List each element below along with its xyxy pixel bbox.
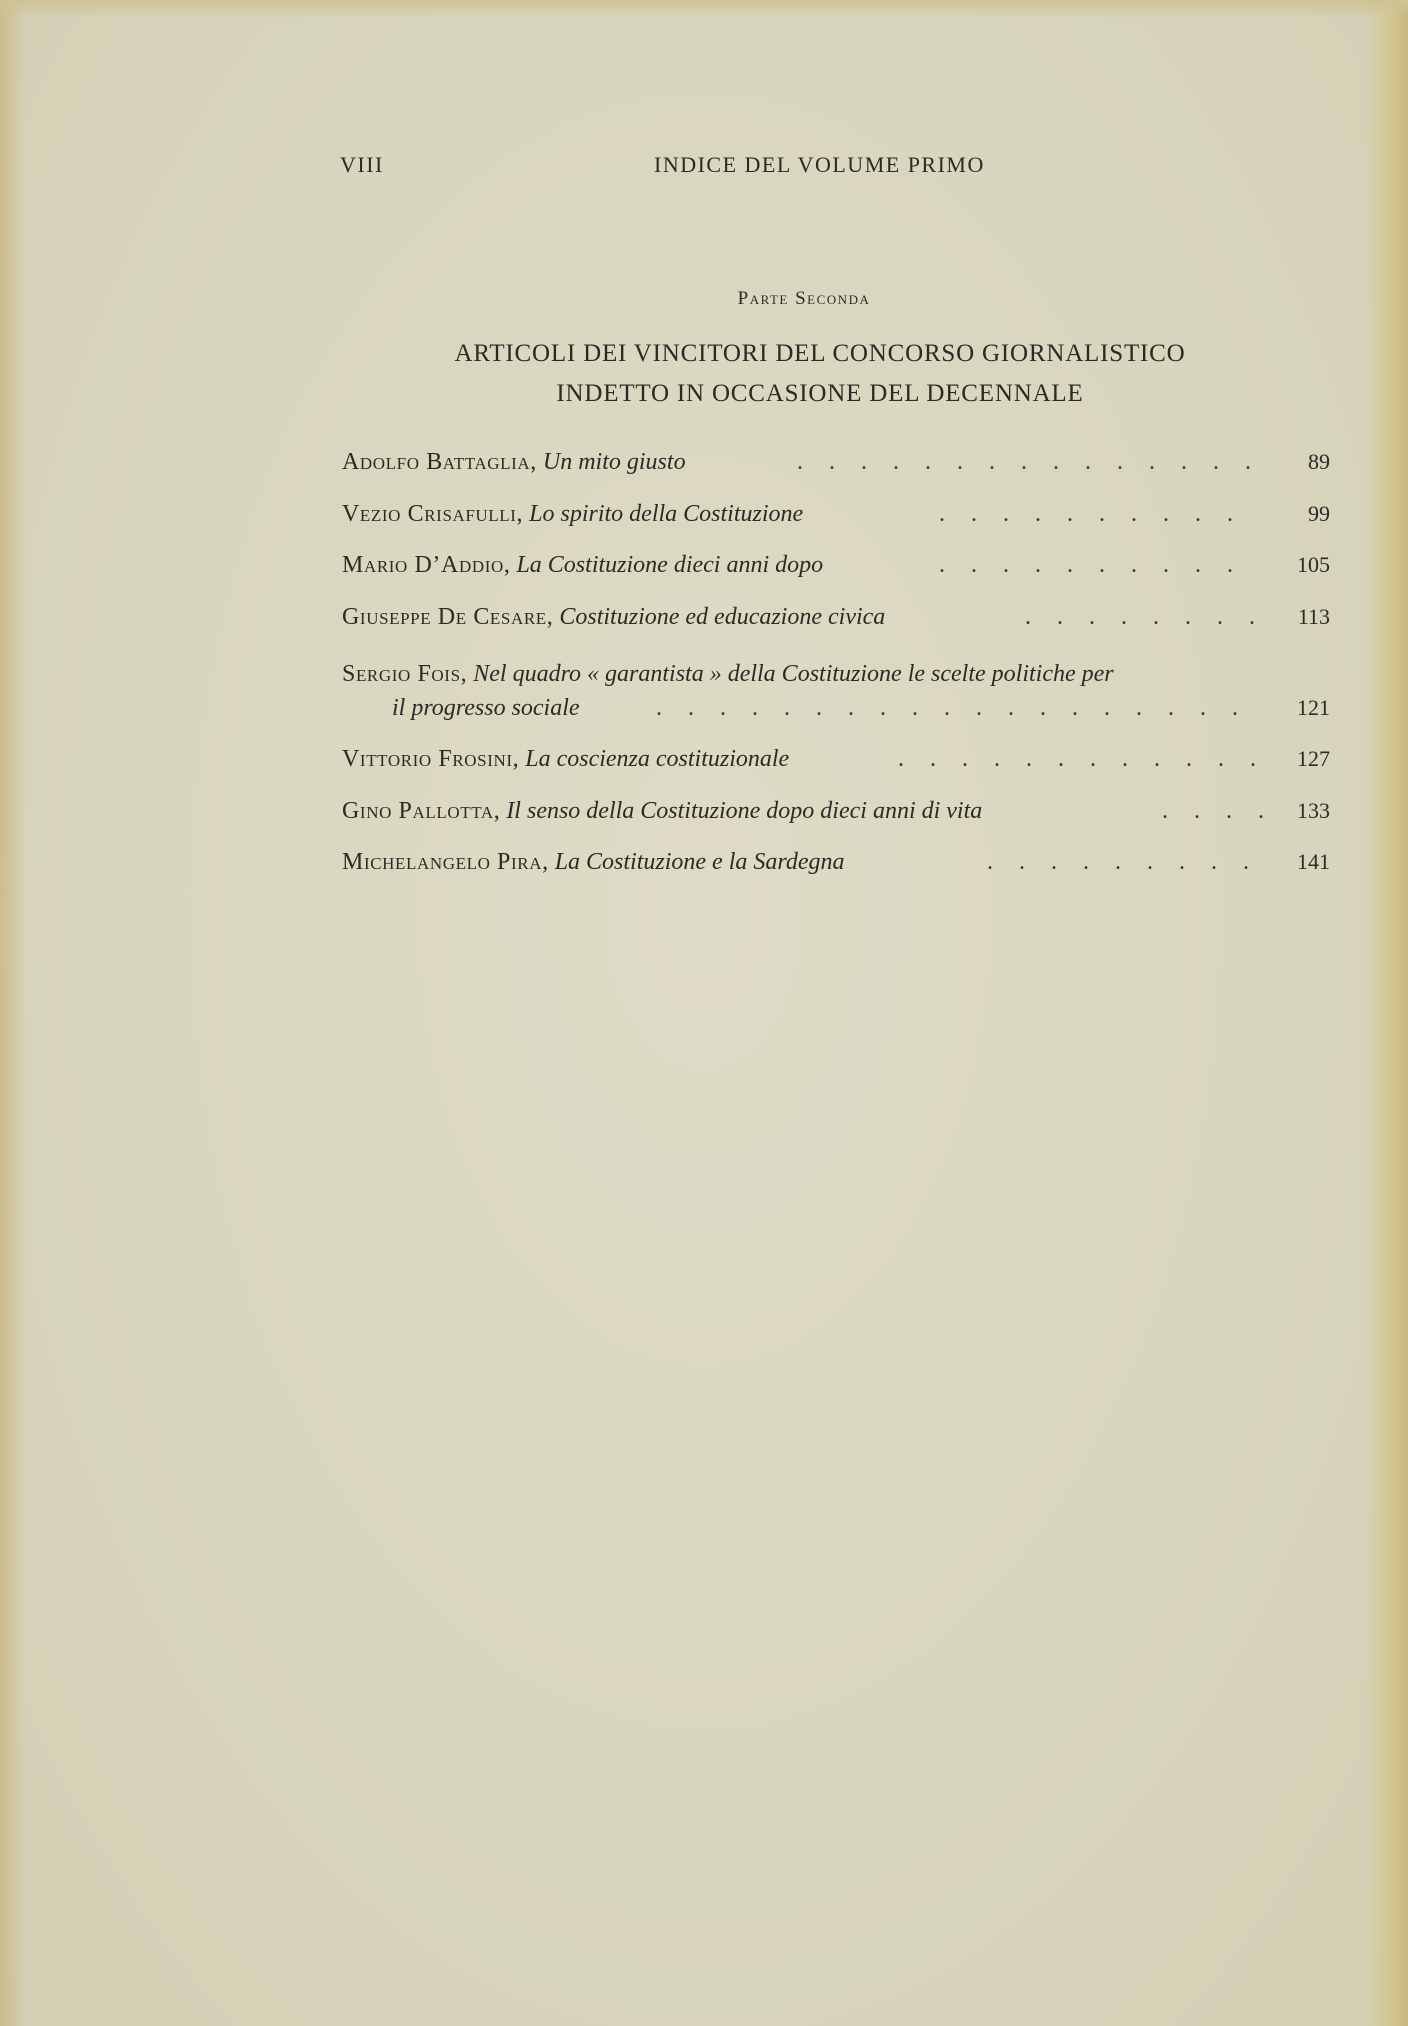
toc-entry-pira [342,845,1330,879]
part-label: Parte Seconda [737,288,871,309]
entry-page: 121 [1297,695,1330,720]
dot-leader: . . . . . . . . . . . . . . . [797,449,1261,475]
entry-title: La coscienza costituzionale [525,746,790,772]
page-top-shadow [0,0,1408,18]
dot-leader: . . . . . . . . . . . . . . . . . . . [656,695,1248,721]
running-head [0,152,1408,182]
entry-title-continuation: il progresso sociale [392,695,580,721]
entry-author: Giuseppe De Cesare, [342,604,554,630]
toc-entry-daddio [342,548,1330,582]
entry-author: Gino Pallotta, [342,798,501,824]
toc-entry-fois [342,657,1330,721]
page-number: VIII [340,152,384,177]
section-title-line-2: INDETTO IN OCCASIONE DEL DECENNALE [556,380,1084,407]
entry-page: 133 [1297,798,1330,823]
entry-page: 127 [1297,746,1330,771]
entry-title: Lo spirito della Costituzione [529,501,804,527]
toc-entry-pallotta [342,794,1330,828]
entry-author: Vittorio Frosini, [342,746,520,772]
entry-title: Nel quadro « garantista » della Costituzione le scelte politiche per [473,661,1114,687]
dot-leader: . . . . . . . . . . . . [898,746,1266,772]
entry-title: La Costituzione dieci anni dopo [516,552,824,578]
dot-leader: . . . . . . . . [1025,604,1265,630]
section-title-line-1: ARTICOLI DEI VINCITORI DEL CONCORSO GIORNALISTICO [454,340,1186,367]
entry-title: Un mito giusto [542,449,686,475]
entry-page: 99 [1308,501,1330,526]
entry-author: Vezio Crisafulli, [342,501,524,527]
entry-page: 89 [1308,449,1330,474]
dot-leader: . . . . . . . . . . [939,552,1243,578]
entry-page: 113 [1297,604,1330,629]
toc-entry-crisafulli [342,497,1330,531]
entry-title: La Costituzione e la Sardegna [554,849,845,875]
dot-leader: . . . . . . . . . [987,849,1259,875]
section-title [360,334,1280,414]
dot-leader: . . . . [1162,798,1274,824]
entry-page: 105 [1297,552,1330,577]
entry-author: Michelangelo Pira, [342,849,549,875]
entry-title: Costituzione ed educazione civica [559,604,886,630]
entry-author: Adolfo Battaglia, [342,449,537,475]
toc-entry-de-cesare [342,600,1330,634]
dot-leader: . . . . . . . . . . [939,501,1243,527]
entry-author: Mario D’Addio, [342,552,511,578]
entry-title: Il senso della Costituzione dopo dieci anni di vita [506,798,983,824]
running-title: INDICE DEL VOLUME PRIMO [654,152,985,177]
entry-author: Sergio Fois, [342,661,468,687]
toc-entry-battaglia [342,445,1330,479]
toc-entry-frosini [342,742,1330,776]
entry-page: 141 [1297,849,1330,874]
